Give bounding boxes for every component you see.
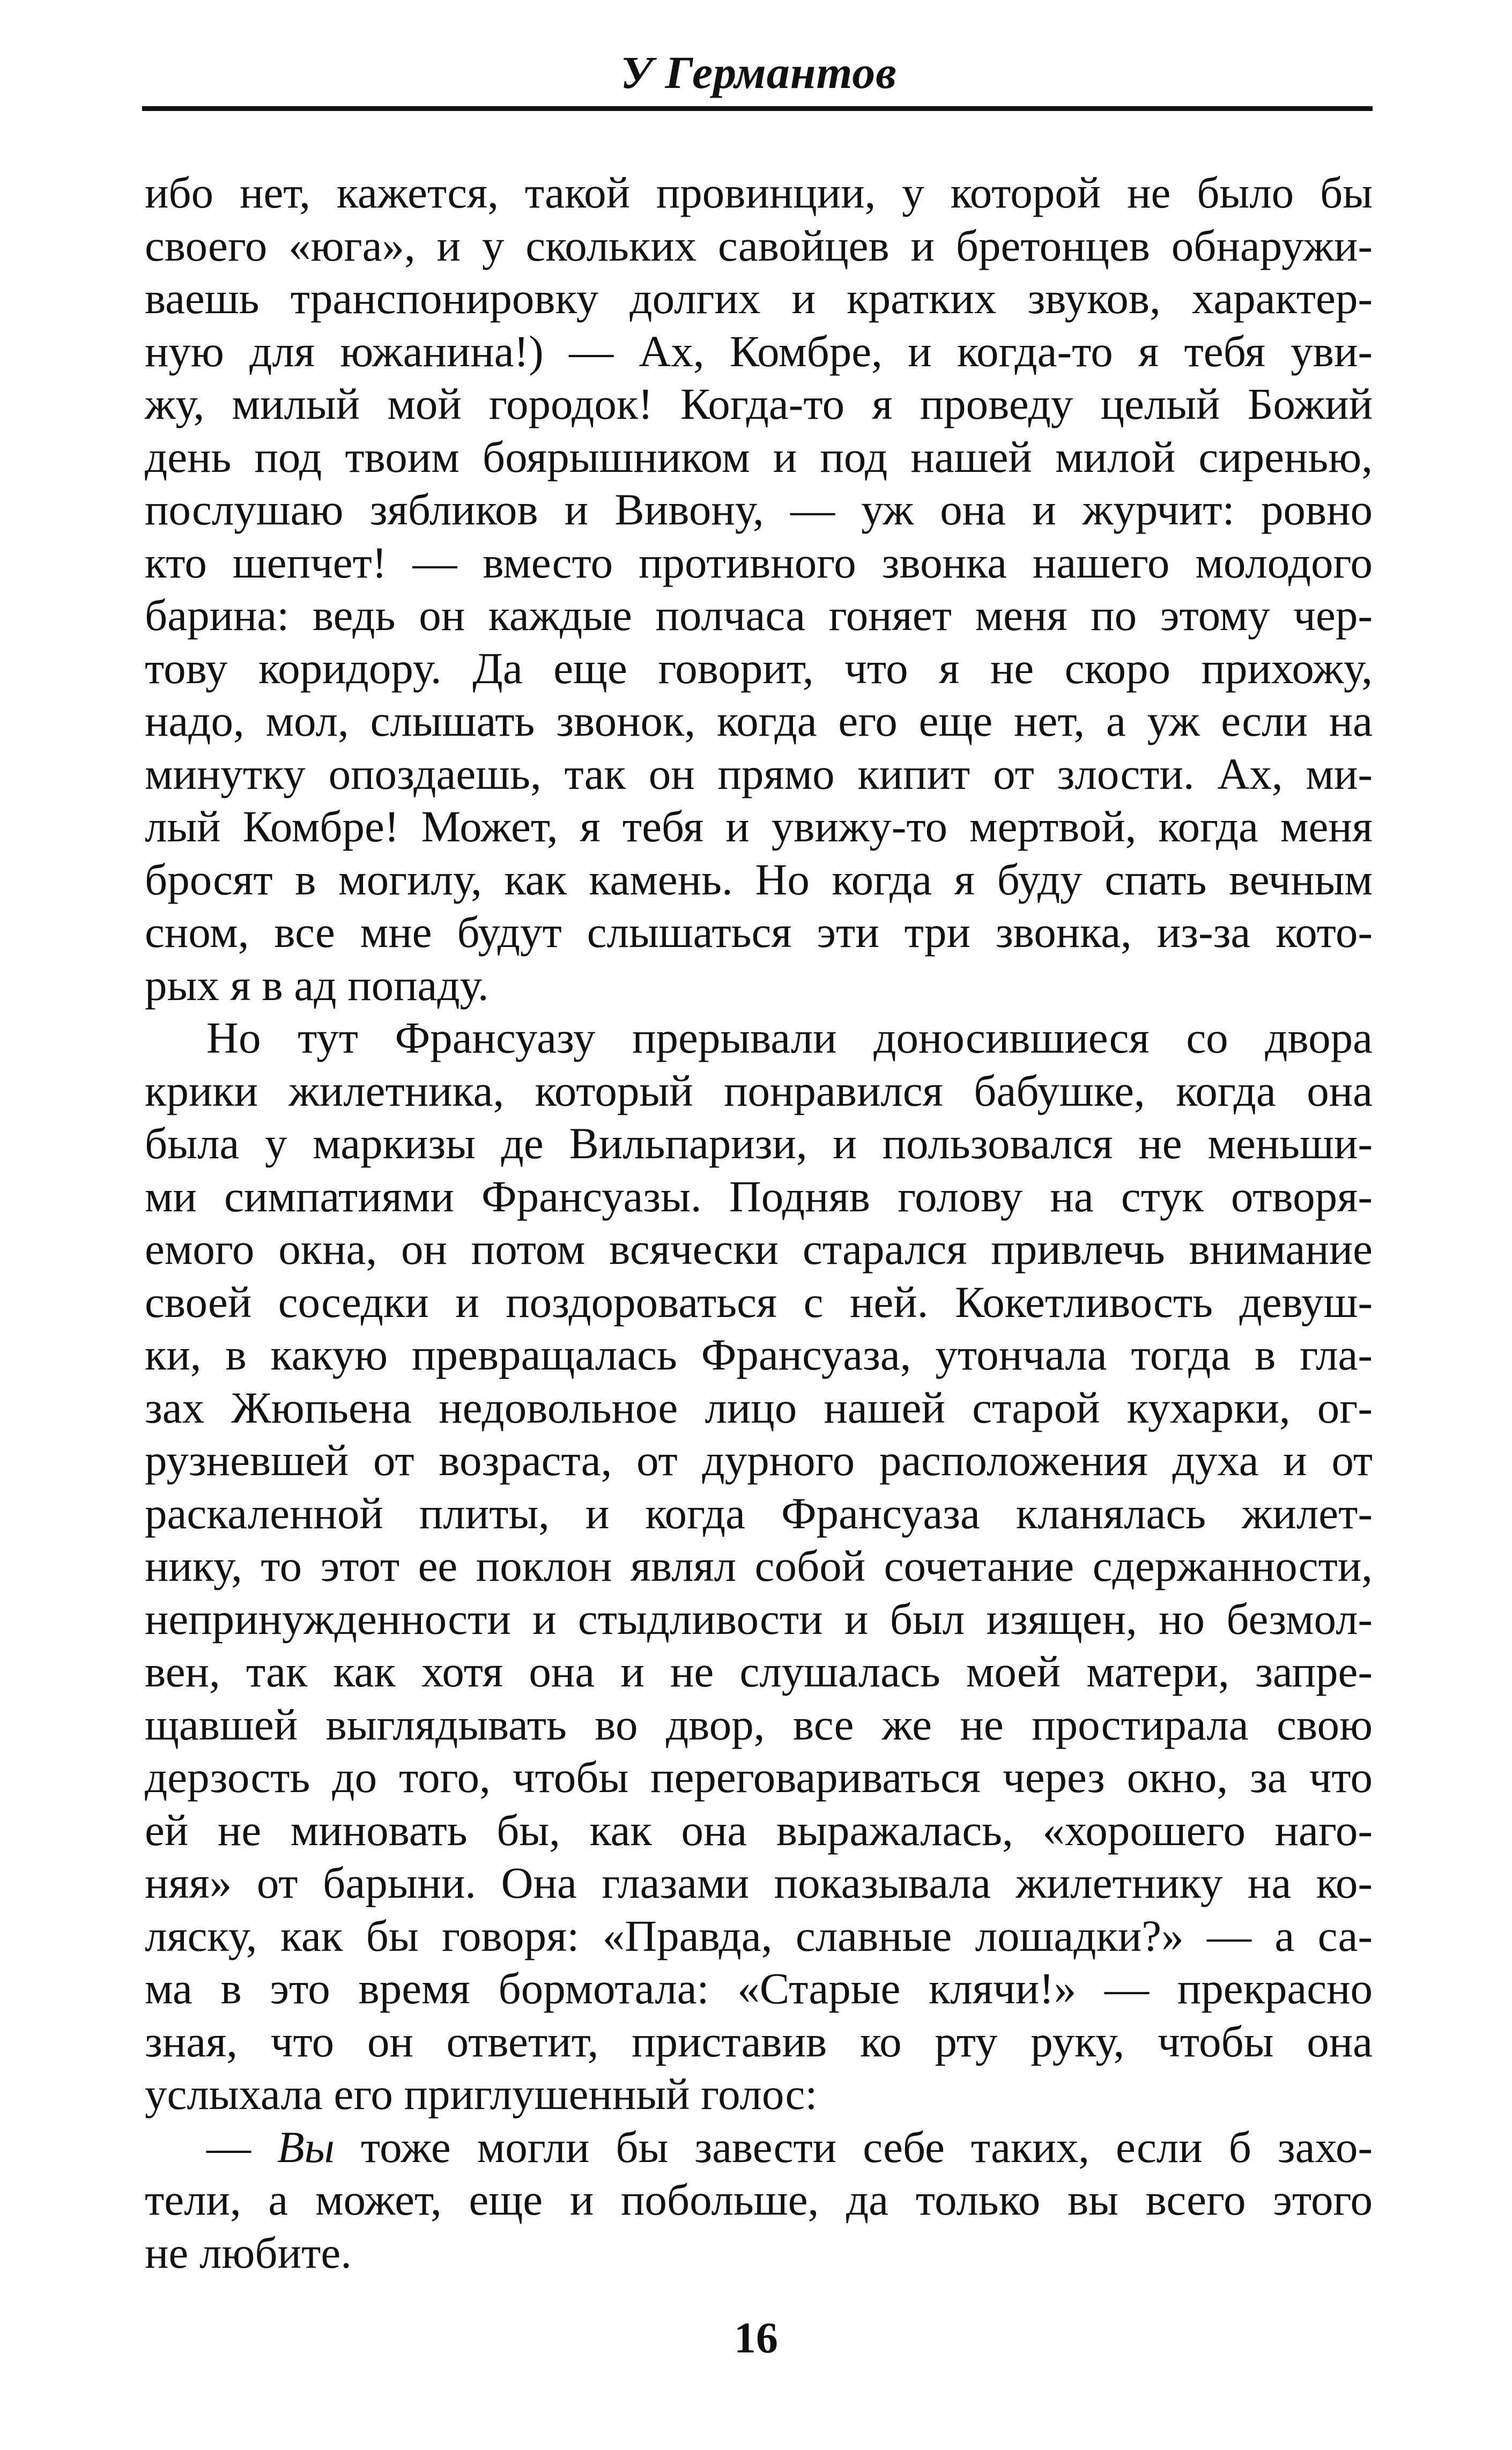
- text-line: [145, 2121, 1373, 2174]
- text-line: зная, что он ответит, приставив ко рту руку, чтобы она: [145, 2016, 1373, 2066]
- text-line: щавшей выглядывать во двор, все же не простирала свою: [145, 1699, 1373, 1749]
- text-line: ляску, как бы говоря: «Правда, славные лошадки?» — а са-: [145, 1911, 1373, 1960]
- text-line: кто шепчет! — вместо противного звонка нашего молодого: [145, 537, 1373, 587]
- text-line: дерзость до того, чтобы переговариваться через окно, за что: [145, 1752, 1373, 1802]
- text-line: бросят в могилу, как камень. Но когда я буду спать вечным: [145, 854, 1373, 904]
- text-line: Но тут Франсуазу прерывали доносившиеся со двора: [206, 1013, 1373, 1062]
- text-line: барина: ведь он каждые полчаса гоняет меня по этому чер-: [145, 590, 1373, 640]
- text-span: —: [206, 2122, 278, 2172]
- header-rule: [142, 106, 1373, 111]
- text-line: своей соседки и поздороваться с ней. Кокетливость девуш-: [145, 1277, 1373, 1327]
- text-line: няя» от барыни. Она глазами показывала жилетнику на ко-: [145, 1858, 1373, 1907]
- text-line: раскаленной плиты, и когда Франсуаза кланялась жилет-: [145, 1488, 1373, 1538]
- text-line: нику, то этот ее поклон являл собой сочетание сдержанности,: [145, 1541, 1373, 1590]
- text-line: не любите.: [145, 2227, 352, 2277]
- text-line: крики жилетника, который понравился бабушке, когда она: [145, 1065, 1373, 1115]
- text-line: сном, все мне будут слышаться эти три звонка, из-за кото-: [145, 907, 1373, 957]
- text-line: была у маркизы де Вильпаризи, и пользовался не меньши-: [145, 1119, 1373, 1168]
- text-line: ную для южанина!) — Ах, Комбре, и когда-то я тебя уви-: [145, 326, 1373, 376]
- text-line: надо, мол, слышать звонок, когда его еще нет, а уж если на: [145, 696, 1373, 745]
- text-line: ей не миновать бы, как она выражалась, «хорошего наго-: [145, 1805, 1373, 1855]
- emphasis-word: Вы: [277, 2122, 335, 2172]
- text-line: своего «юга», и у скольких савойцев и бретонцев обнаружи-: [145, 220, 1373, 270]
- text-line: ми симпатиями Франсуазы. Подняв голову на стук отворя-: [145, 1171, 1373, 1221]
- text-line: рузневшей от возраста, от дурного расположения духа и от: [145, 1435, 1373, 1485]
- text-line: жу, милый мой городок! Когда-то я проведу целый Божий: [145, 379, 1373, 428]
- text-line: услыхала его приглушенный голос:: [145, 2069, 818, 2119]
- running-head: У Германтов: [620, 47, 897, 98]
- page-number: 16: [734, 2313, 778, 2362]
- body-text: [145, 166, 1373, 2279]
- text-line: рых я в ад попаду.: [145, 960, 489, 1010]
- text-line: зах Жюпьена недовольное лицо нашей старой кухарки, ог-: [145, 1382, 1373, 1432]
- text-line: лый Комбре! Может, я тебя и увижу-то мертвой, когда меня: [145, 802, 1373, 851]
- text-line: минутку опоздаешь, так он прямо кипит от злости. Ах, ми-: [145, 749, 1373, 798]
- text-line: послушаю зябликов и Вивону, — уж она и журчит: ровно: [145, 485, 1373, 534]
- text-line: непринужденности и стыдливости и был изящен, но безмол-: [145, 1594, 1373, 1644]
- text-line: емого окна, он потом всячески старался привлечь внимание: [145, 1224, 1373, 1274]
- text-line: ки, в какую превращалась Франсуаза, утончала тогда в гла-: [145, 1330, 1373, 1379]
- text-line: ваешь транспонировку долгих и кратких звуков, характер-: [145, 273, 1373, 323]
- text-line: тели, а может, еще и побольше, да только вы всего этого: [145, 2175, 1373, 2224]
- text-span: тоже могли бы завести себе таких, если б захо-: [334, 2122, 1373, 2172]
- text-line: тову коридору. Да еще говорит, что я не скоро прихожу,: [145, 643, 1373, 693]
- text-line: ибо нет, кажется, такой провинции, у которой не было бы: [145, 168, 1373, 217]
- text-line: вен, так как хотя она и не слушалась моей матери, запре-: [145, 1647, 1373, 1696]
- text-line: день под твоим боярышником и под нашей милой сиренью,: [145, 432, 1373, 482]
- text-line: ма в это время бормотала: «Старые клячи!» — прекрасно: [145, 1964, 1373, 2013]
